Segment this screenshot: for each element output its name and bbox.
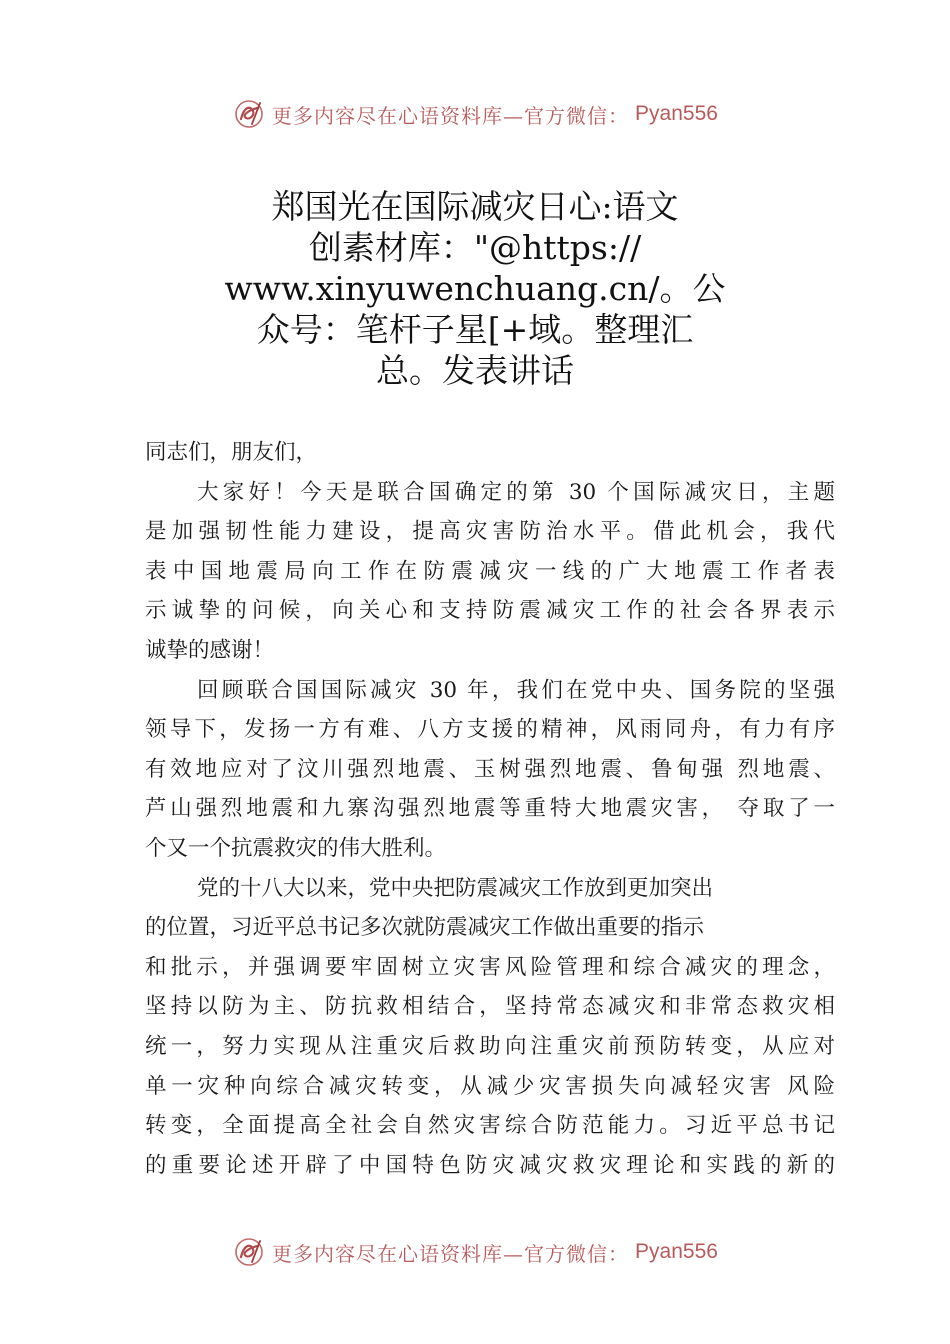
paragraph-line: 诚挚的感谢！ xyxy=(145,637,275,663)
paragraph-line: 有效地应对了汶川强烈地震、玉树强烈地震、鲁甸强 烈地震、 xyxy=(145,756,835,782)
paragraph-1 xyxy=(145,473,835,671)
paragraph-line: 的重要论述开辟了中国特色防灾减灾救灾理论和实践的新的 xyxy=(145,1152,835,1178)
paragraph-line: 的位置，习近平总书记多次就防震减灾工作做出重要的指示 xyxy=(145,915,705,941)
title-line: 总。发表讲话 xyxy=(376,351,574,390)
paragraph-line: 芦山强烈地震和九寨沟强烈地震等重特大地震灾害， 夺取了一 xyxy=(145,796,835,822)
paragraph-line: 统一，努力实现从注重灾后救助向注重灾前预防转变，从应对 xyxy=(145,1033,835,1059)
paragraph-line: 回顾联合国国际减灾 30 年，我们在党中央、国务院的坚强 xyxy=(197,677,835,703)
footer-banner xyxy=(0,1230,950,1274)
paragraph-line: 领导下，发扬一方有难、八方支援的精神，风雨同舟，有力有序 xyxy=(145,717,835,743)
paragraph-2 xyxy=(145,671,835,869)
document-title xyxy=(215,186,735,391)
paragraph-line: 是加强韧性能力建设，提高灾害防治水平。借此机会，我代 xyxy=(145,519,835,545)
wechat-handle: Pyan556 xyxy=(635,1240,718,1263)
paragraph-3 xyxy=(145,869,835,1186)
banner-text: 更多内容尽在心语资料库—官方微信： xyxy=(272,103,630,128)
paragraph-line: 转变，全面提高全社会自然灾害综合防范能力。习近平总书记 xyxy=(145,1113,835,1139)
title-line: 郑国光在国际减灾日心:语文 xyxy=(271,187,679,226)
paragraph-line: 示诚挚的问候，向关心和支持防震减灾工作的社会各界表示 xyxy=(145,598,835,624)
paragraph-line: 单一灾种向综合减灾转变，从减少灾害损失向减轻灾害 风险 xyxy=(145,1073,835,1099)
paragraph-line: 坚持以防为主、防抗救相结合，坚持常态减灾和非常态救灾相 xyxy=(145,994,835,1020)
banner-text: 更多内容尽在心语资料库—官方微信： xyxy=(272,1241,630,1266)
title-line: 创素材库："@https:// xyxy=(308,228,642,267)
paragraph-line: 党的十八大以来，党中央把防震减灾工作放到更加突出 xyxy=(197,875,714,901)
paragraph-line: 表中国地震局向工作在防震减灾一线的广大地震工作者表 xyxy=(145,558,835,584)
title-line: 众号：笔杆子星[+域。整理汇 xyxy=(256,310,694,349)
greeting: 同志们，朋友们， xyxy=(145,440,318,465)
header-banner xyxy=(0,92,950,136)
paragraph-line: 和批示，并强调要牢固树立灾害风险管理和综合减灾的理念， xyxy=(145,954,835,980)
paragraph-line: 个又一个抗震救灾的伟大胜利。 xyxy=(145,835,447,861)
wechat-handle: Pyan556 xyxy=(635,102,718,125)
title-line: www.xinyuwenchuang.cn/。公 xyxy=(224,269,726,308)
paragraph-line: 大家好！今天是联合国确定的第 30 个国际减灾日，主题 xyxy=(197,479,835,505)
signature-logo-icon xyxy=(232,97,266,131)
signature-logo-icon xyxy=(232,1235,266,1269)
document-body xyxy=(145,433,835,1185)
